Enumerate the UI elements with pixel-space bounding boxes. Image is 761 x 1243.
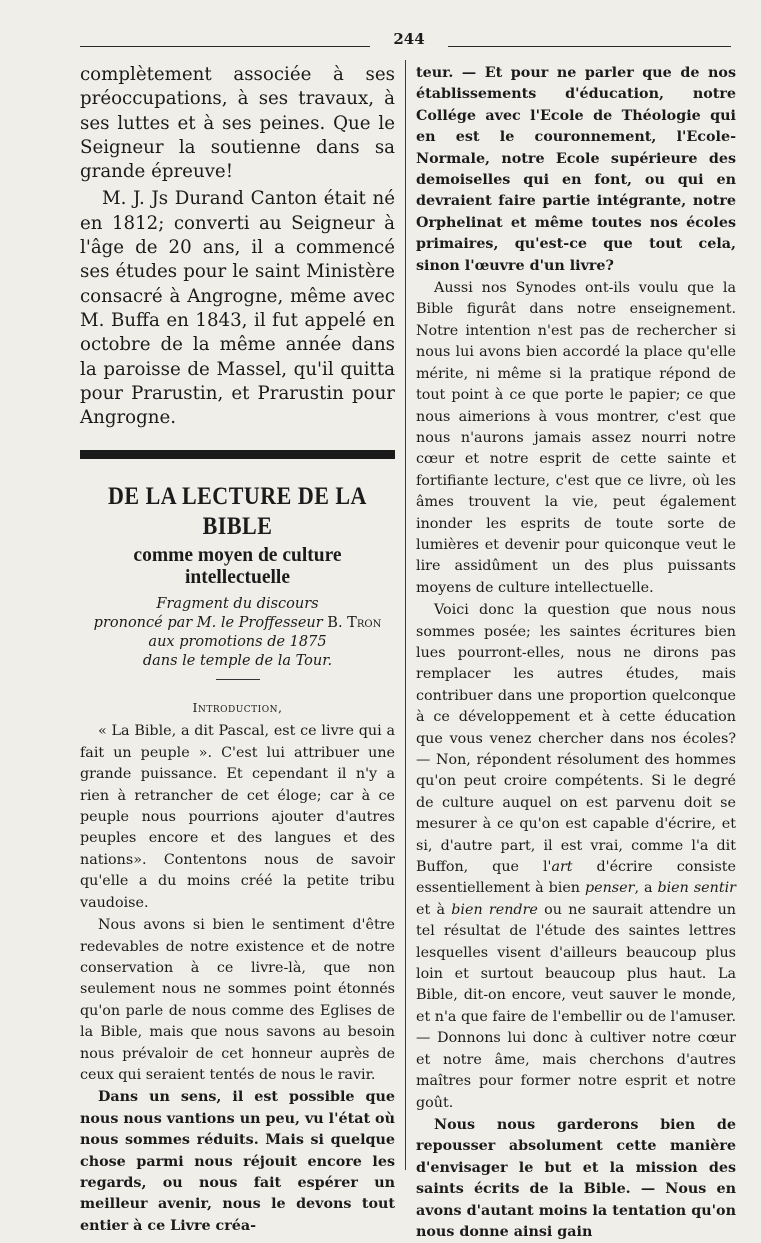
emphasis: art [551,859,573,876]
article-title: DE LA LECTURE DE LA BIBLE [108,481,367,541]
fragment-line: dans le temple de la Tour. [142,653,333,670]
emphasis: penser [584,880,635,897]
body-paragraph [416,600,736,1114]
right-body [416,63,736,1243]
text-run: , a [634,880,658,897]
fragment-note [80,595,395,671]
fragment-line: Fragment du discours [156,596,319,613]
emphasis: bien rendre [451,901,538,918]
text-run: Voici donc la question que nous nous sommes posée; les saintes écritures bien lues pourront-elles, nous ne dirons pas remplacer les autres études, mais contribuer dans une proportion quelconque à ce développement et à cette éducation que vous venez chercher dans nos écoles? — Non, répondent résolument des hommes qu'on peut croire compétents. Si le degré de culture auquel on est parvenu doit se mesurer à ce qu'on est capable d'écrire, et si, d'autre part, il est vrai, comme l'a dit Buffon, que l' [416,602,736,876]
body-paragraph: teur. — Et pour ne parler que de nos établissements d'éducation, notre Collége avec l'Ecole de Théologie qui en est le couronnement, l'Ecole-Normale, notre Ecole supérieure des demoiselles qui en font, ou qui en devraient faire partie intégrante, notre Orphelinat et même toutes nos écoles primaires, qu'est-ce que tout cela, sinon l'œuvre d'un livre? [416,65,736,274]
obituary-paragraph: M. J. Js Durand Canton était né en 1812; converti au Seigneur à l'âge de 20 ans, il a commencé ses études pour le saint Ministère consacré à Angrogne, même avec M. Buffa en 1843, il fut appelé en octobre de la même année dans la paroisse de Massel, qu'il quitta pour Prarustin, et Prarustin pour Angrogne. [80,188,395,429]
text-run: ou ne saurait attendre un tel résultat de l'étude des saintes lettres lesquelles visent d'ailleurs beaucoup plus loin et surtout beaucoup plus haut. La Bible, dit-on encore, veut sauver le monde, et n'a que faire de l'embellir ou de l'amuser. — Donnons lui donc à cultiver notre cœur et notre âme, mais cherchons d'autres maîtres pour former notre esprit et notre goût. [416,901,737,1111]
column-divider [405,60,406,1170]
page-number: 244 [370,30,448,48]
body-paragraph: « La Bible, a dit Pascal, est ce livre qui a fait un peuple ». C'est lui attribuer une grande puissance. Et cependant il n'y a rien à retrancher de cet éloge; car à ce peuple nous pourrions ajouter d'autres peuples encore et des langues et des nations». Contentons nous de savoir qu'elle a du moins créé la petite tribu vaudoise. [80,723,395,911]
fragment-author: B. Tron [327,615,382,632]
body-paragraph: Nous avons si bien le sentiment d'être redevables de notre existence et de notre conservation à ce livre-là, que non seulement nous ne sommes point étonnés qu'on parle de nous comme des Eglises de la Bible, mais que nous savons au besoin nous prévaloir de cet honneur auprès de ceux qui seraient tentés de nous le ravir. [80,917,395,1083]
obituary-paragraph: complètement associée à ses préoccupations, à ses travaux, à ses luttes et à ses peines. Que le Seigneur la soutienne dans sa grande épreuve! [80,64,395,183]
fragment-line [80,614,395,633]
body-paragraph: Dans un sens, il est possible que nous nous vantions un peu, vu l'état où nous sommes réduits. Mais si quelque chose parmi nous réjouit encore les regards, ou nous fait espérer un meilleur avenir, nous le devons tout entier à ce Livre créa- [80,1089,395,1234]
article-subtitle: comme moyen de culture intellectuelle [133,545,342,589]
emphasis: bien sentir [657,880,736,897]
left-body [80,721,395,1237]
text-run: d'écrire consiste essentiellement à bien [416,859,736,897]
text-run: et à [416,901,452,918]
body-paragraph: Nous nous garderons bien de repousser absolument cette manière d'envisager le but et la mission des saints écrits de la Bible. — Nous en avons d'autant moins la tentation qu'on nous donne ainsi gain [416,1116,736,1240]
left-column [80,63,395,1237]
obituary-end [80,63,395,430]
section-separator [80,450,395,459]
introduction-heading: Introduction, [192,700,283,716]
fragment-line: aux promotions de 1875 [148,634,327,651]
right-column [416,63,736,1243]
fragment-prefix: prononcé par M. le Proffesseur [93,615,323,632]
body-paragraph: Aussi nos Synodes ont-ils voulu que la Bible figurât dans notre enseignement. Notre intention n'est pas de rechercher si nous lui avons bien accordé la place qu'elle mérite, ni même si la pratique répond de tout point à ce que porte le papier; ce que nous aimerions à vous montrer, c'est que nous n'aurons jamais assez nourri notre cœur et notre esprit de cette sainte et fortifiante lecture, c'est que ce livre, où les âmes trouvent la vie, peut également inonder les esprits de toute sorte de lumières et devenir pour quiconque veut le lire assidûment un des plus puissants moyens de culture intellectuelle. [416,280,736,596]
ornamental-dash [216,679,260,680]
